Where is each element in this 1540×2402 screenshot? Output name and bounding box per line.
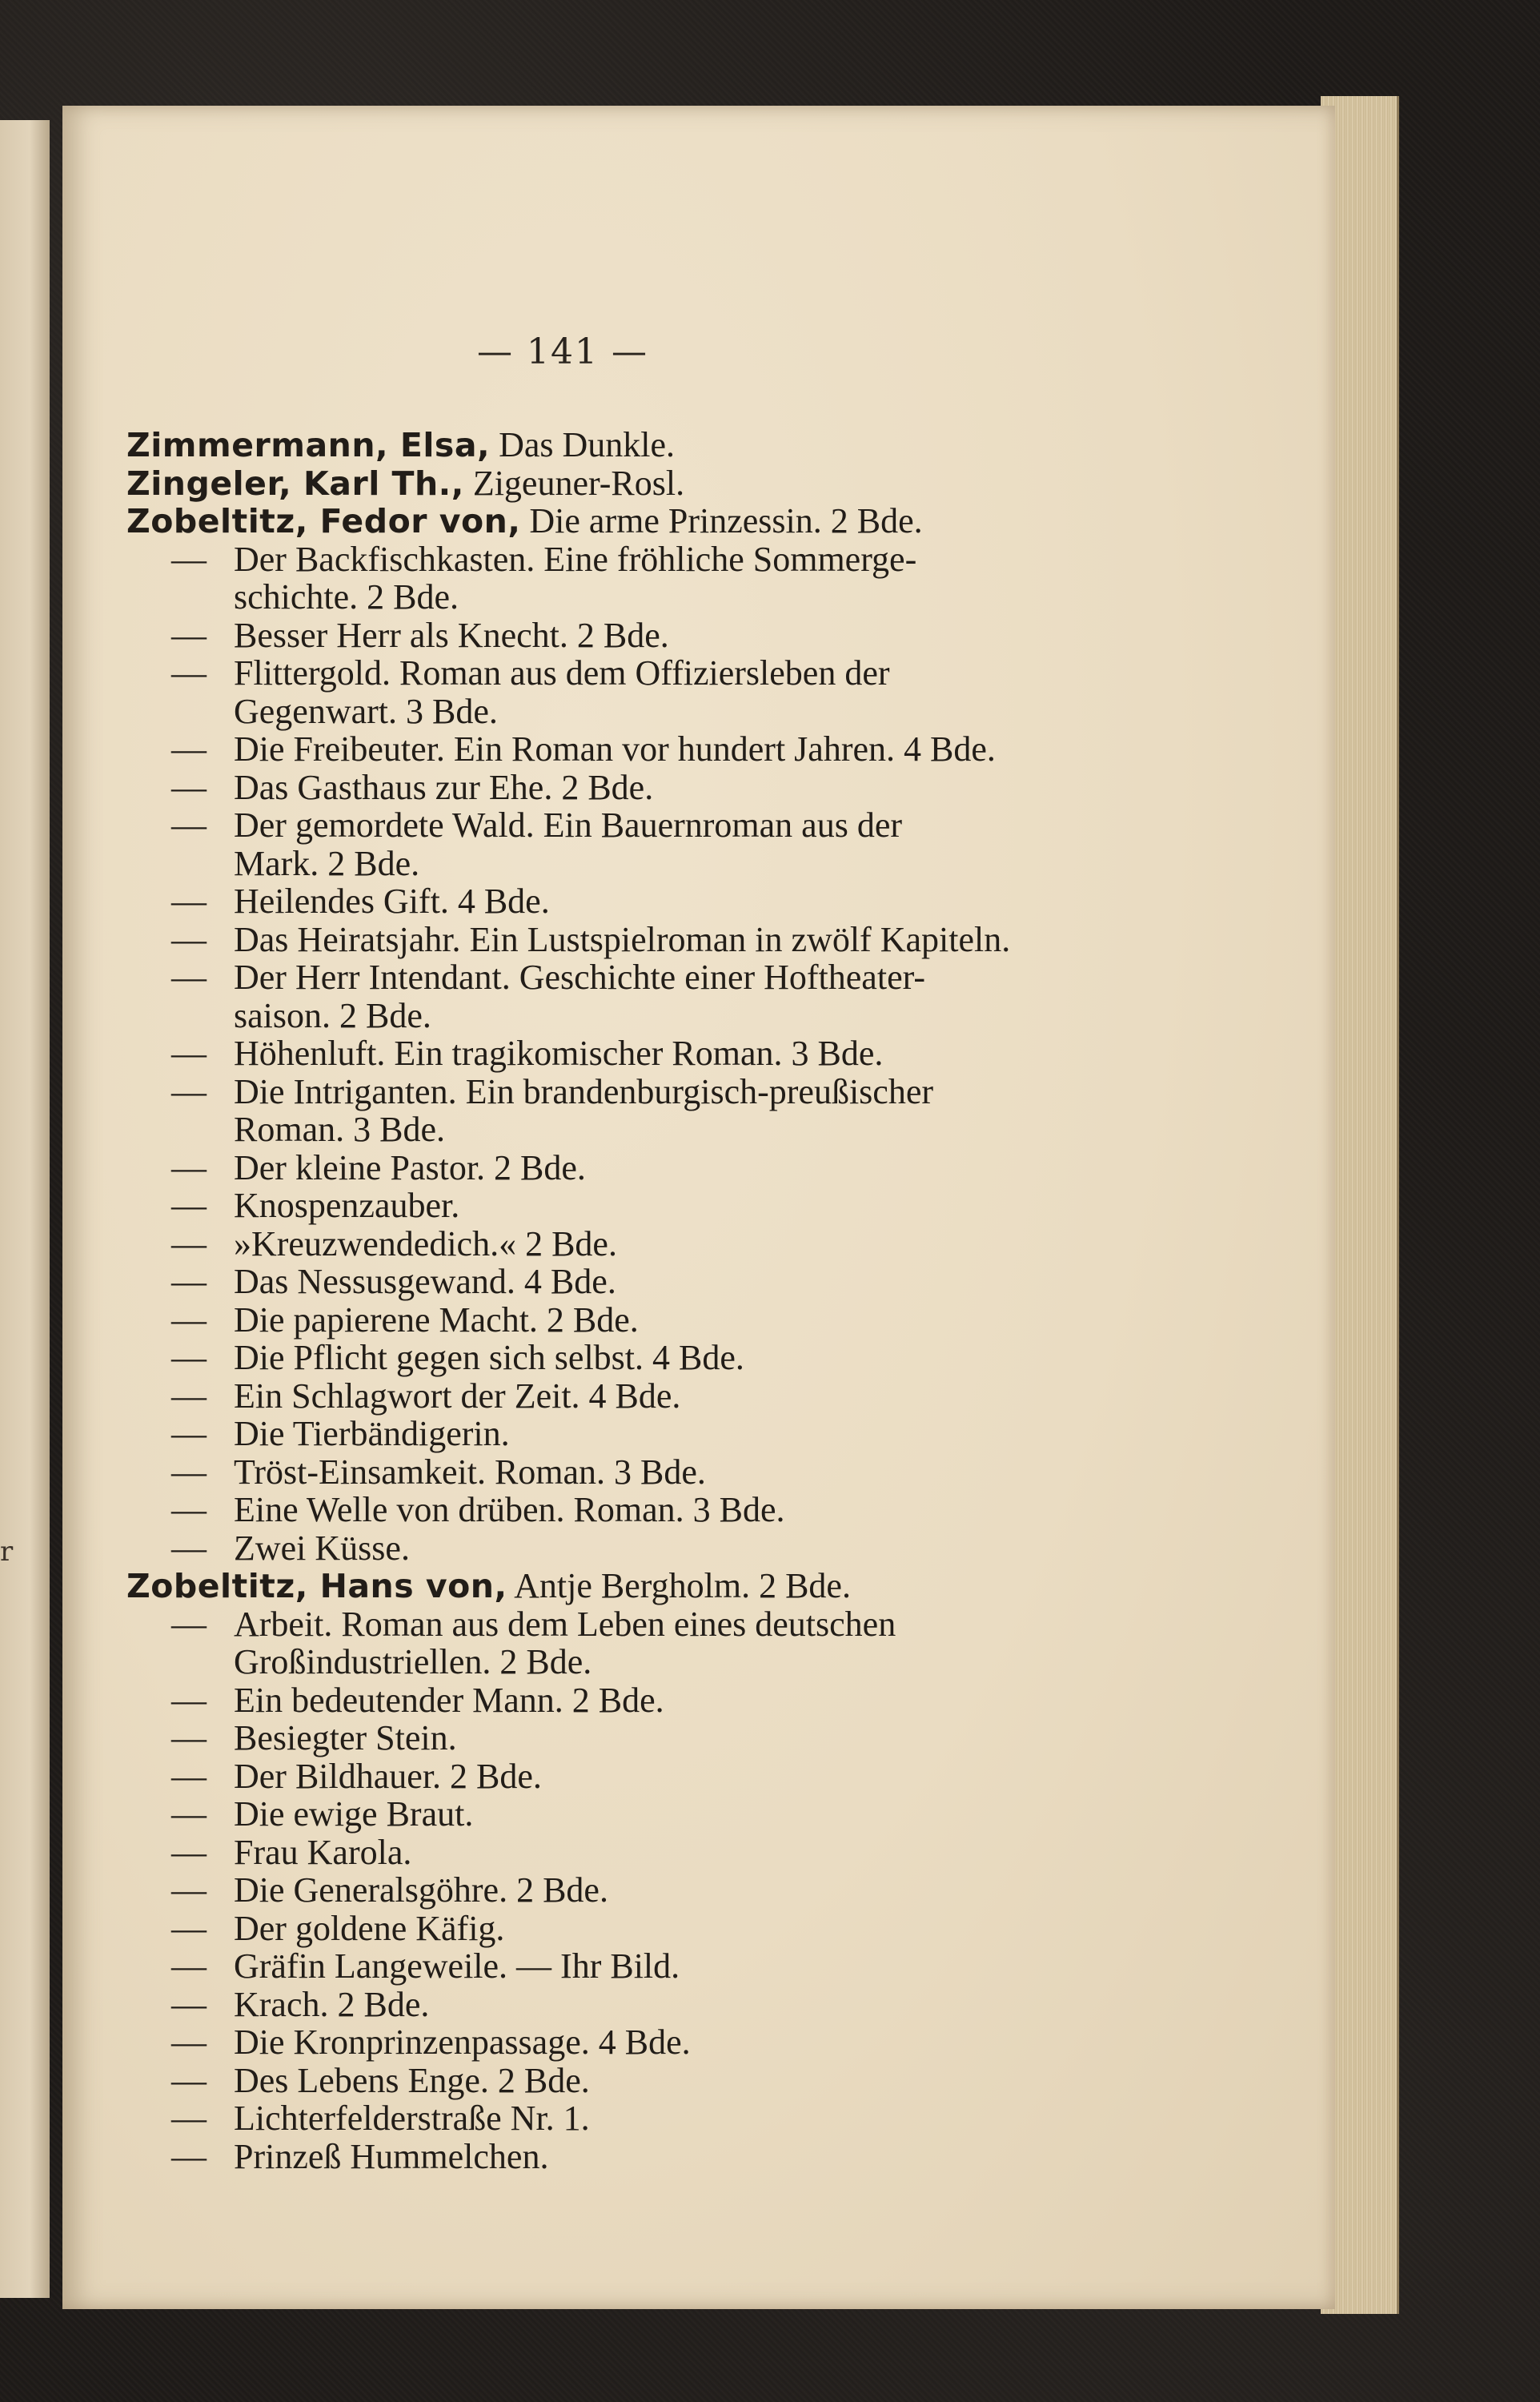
- book-title: Ein bedeutender Mann. 2 Bde.: [234, 1680, 664, 1720]
- book-title: Der Herr Intendant. Geschichte einer Hoftheater-: [234, 958, 926, 997]
- book-page: [62, 106, 1335, 2309]
- author-entry: [126, 502, 1231, 540]
- title-entry: [126, 1947, 1231, 1986]
- book-title: Die papierene Macht. 2 Bde.: [234, 1299, 639, 1340]
- book-title: Die ewige Braut.: [234, 1794, 474, 1834]
- ditto-dash: —: [171, 1984, 207, 2024]
- book-title: Antje Bergholm. 2 Bde.: [507, 1566, 851, 1605]
- ditto-dash: —: [171, 653, 207, 693]
- ditto-dash: —: [171, 1604, 207, 1644]
- title-entry: [126, 1034, 1231, 1073]
- title-entry: [126, 1834, 1231, 1872]
- ditto-dash: —: [171, 767, 207, 807]
- title-entry: [126, 1225, 1231, 1263]
- book-title: Die Kronprinzenpassage. 4 Bde.: [234, 2022, 691, 2062]
- title-entry: [126, 1149, 1231, 1187]
- ditto-dash: —: [171, 1794, 207, 1834]
- ditto-dash: —: [171, 2136, 207, 2176]
- book-title: Flittergold. Roman aus dem Offiziersleben der: [234, 653, 890, 693]
- book-title: Höhenluft. Ein tragikomischer Roman. 3 Bde.: [234, 1034, 884, 1073]
- book-title: Die arme Prinzessin. 2 Bde.: [520, 501, 923, 540]
- title-entry: [126, 617, 1231, 655]
- book-title: Frau Karola.: [234, 1832, 412, 1872]
- book-title: Der gemordete Wald. Ein Bauernroman aus der: [234, 805, 903, 845]
- ditto-dash: —: [171, 1338, 207, 1377]
- book-title: Krach. 2 Bde.: [234, 1984, 430, 2024]
- ditto-dash: —: [171, 1414, 207, 1453]
- book-title: Knospenzauber.: [234, 1186, 460, 1225]
- title-entry: [126, 654, 1231, 693]
- book-title: Das Gasthaus zur Ehe. 2 Bde.: [234, 767, 654, 807]
- ditto-dash: —: [171, 539, 207, 579]
- title-entry: [126, 1910, 1231, 1948]
- ditto-dash: —: [171, 882, 207, 921]
- title-continuation: schichte. 2 Bde.: [234, 577, 459, 617]
- title-entry: [126, 1986, 1231, 2024]
- book-title: Prinzeß Hummelchen.: [234, 2136, 549, 2176]
- page-number: — 141 —: [477, 331, 648, 372]
- ditto-dash: —: [171, 1376, 207, 1416]
- ditto-dash: —: [171, 1490, 207, 1529]
- title-entry: [126, 1339, 1231, 1377]
- ditto-dash: —: [171, 1186, 207, 1225]
- author-entry: [126, 464, 1231, 503]
- book-title: Der kleine Pastor. 2 Bde.: [234, 1147, 586, 1187]
- ditto-dash: —: [171, 919, 207, 959]
- title-entry: [126, 730, 1231, 769]
- ditto-dash: —: [171, 1071, 207, 1111]
- book-title: Der Bildhauer. 2 Bde.: [234, 1756, 542, 1796]
- book-title: Zigeuner-Rosl.: [463, 463, 685, 503]
- title-entry: [126, 921, 1231, 959]
- title-entry: [126, 1377, 1231, 1416]
- title-entry: [126, 806, 1231, 845]
- ditto-dash: —: [171, 1299, 207, 1340]
- ditto-dash: —: [171, 1680, 207, 1720]
- ditto-dash: —: [171, 1756, 207, 1796]
- book-title: Tröst-Einsamkeit. Roman. 3 Bde.: [234, 1452, 706, 1492]
- book-title: Der goldene Käfig.: [234, 1908, 505, 1948]
- ditto-dash: —: [171, 1034, 207, 1073]
- title-continuation: Roman. 3 Bde.: [234, 1110, 445, 1149]
- title-entry: [126, 1605, 1231, 1644]
- book-title: Das Dunkle.: [490, 425, 676, 464]
- author-entry: [126, 1567, 1231, 1605]
- title-entry: [126, 1757, 1231, 1796]
- title-entry: [126, 1301, 1231, 1340]
- title-entry: [126, 958, 1231, 997]
- title-entry: [126, 1681, 1231, 1720]
- book-title: Das Heiratsjahr. Ein Lustspielroman in zwölf Kapiteln.: [234, 919, 1011, 959]
- author-name: Zobeltitz, Hans von,: [126, 1567, 507, 1605]
- book-title: Die Tierbändigerin.: [234, 1414, 510, 1453]
- ditto-dash: —: [171, 1262, 207, 1301]
- author-name: Zimmermann, Elsa,: [126, 426, 491, 464]
- title-entry: [126, 769, 1231, 807]
- title-entry: [126, 1187, 1231, 1225]
- title-entry: [126, 882, 1231, 921]
- ditto-dash: —: [171, 1870, 207, 1910]
- title-entry: [126, 1453, 1231, 1492]
- book-title: Die Pflicht gegen sich selbst. 4 Bde.: [234, 1338, 744, 1377]
- ditto-dash: —: [171, 1946, 207, 1986]
- title-continuation: Großindustriellen. 2 Bde.: [234, 1642, 592, 1681]
- ditto-dash: —: [171, 1718, 207, 1757]
- book-title: Ein Schlagwort der Zeit. 4 Bde.: [234, 1376, 681, 1416]
- title-entry: [126, 1719, 1231, 1757]
- book-title: Die Intriganten. Ein brandenburgisch-preußischer: [234, 1071, 934, 1111]
- title-entry: [126, 1871, 1231, 1910]
- title-entry: [126, 540, 1231, 579]
- title-entry: [126, 1491, 1231, 1529]
- book-title: Besiegter Stein.: [234, 1718, 457, 1757]
- book-title: Das Nessusgewand. 4 Bde.: [234, 1262, 616, 1301]
- title-entry: [126, 2099, 1231, 2138]
- ditto-dash: —: [171, 1147, 207, 1187]
- title-continuation: saison. 2 Bde.: [234, 995, 431, 1035]
- ditto-dash: —: [171, 615, 207, 655]
- title-continuation: Gegenwart. 3 Bde.: [234, 691, 498, 731]
- title-entry: [126, 1263, 1231, 1301]
- book-title: Besser Herr als Knecht. 2 Bde.: [234, 615, 669, 655]
- bibliography-list: [126, 426, 1231, 2175]
- title-entry: [126, 1073, 1231, 1111]
- title-entry: [126, 1795, 1231, 1834]
- title-continuation: Mark. 2 Bde.: [234, 843, 420, 883]
- title-entry: [126, 1529, 1231, 1568]
- ditto-dash: —: [171, 1908, 207, 1948]
- author-entry: [126, 426, 1231, 464]
- left-facing-page: [0, 120, 50, 2298]
- ditto-dash: —: [171, 2022, 207, 2062]
- author-name: Zingeler, Karl Th.,: [126, 464, 464, 503]
- ditto-dash: —: [171, 1452, 207, 1492]
- ditto-dash: —: [171, 1832, 207, 1872]
- ditto-dash: —: [171, 1223, 207, 1263]
- ditto-dash: —: [171, 2099, 207, 2138]
- ditto-dash: —: [171, 2060, 207, 2100]
- author-name: Zobeltitz, Fedor von,: [126, 502, 521, 540]
- book-title: Arbeit. Roman aus dem Leben eines deutschen: [234, 1604, 896, 1644]
- ditto-dash: —: [171, 1528, 207, 1568]
- book-title: Zwei Küsse.: [234, 1528, 410, 1568]
- book-title: Lichterfelderstraße Nr. 1.: [234, 2099, 590, 2138]
- title-entry: [126, 2062, 1231, 2100]
- book-title: Eine Welle von drüben. Roman. 3 Bde.: [234, 1490, 785, 1529]
- ditto-dash: —: [171, 958, 207, 997]
- ditto-dash: —: [171, 729, 207, 769]
- book-title: Die Freibeuter. Ein Roman vor hundert Jahren. 4 Bde.: [234, 729, 996, 769]
- book-title: Des Lebens Enge. 2 Bde.: [234, 2060, 590, 2100]
- ditto-dash: —: [171, 805, 207, 845]
- title-entry: [126, 2138, 1231, 2176]
- book-title: Gräfin Langeweile. — Ihr Bild.: [234, 1946, 680, 1986]
- book-title: Heilendes Gift. 4 Bde.: [234, 882, 550, 921]
- book-title: »Kreuzwendedich.« 2 Bde.: [234, 1223, 617, 1263]
- left-page-mark: r: [0, 1536, 14, 1568]
- book-title: Der Backfischkasten. Eine fröhliche Sommerge-: [234, 539, 917, 579]
- title-entry: [126, 1415, 1231, 1453]
- book-title: Die Generalsgöhre. 2 Bde.: [234, 1870, 608, 1910]
- title-entry: [126, 2023, 1231, 2062]
